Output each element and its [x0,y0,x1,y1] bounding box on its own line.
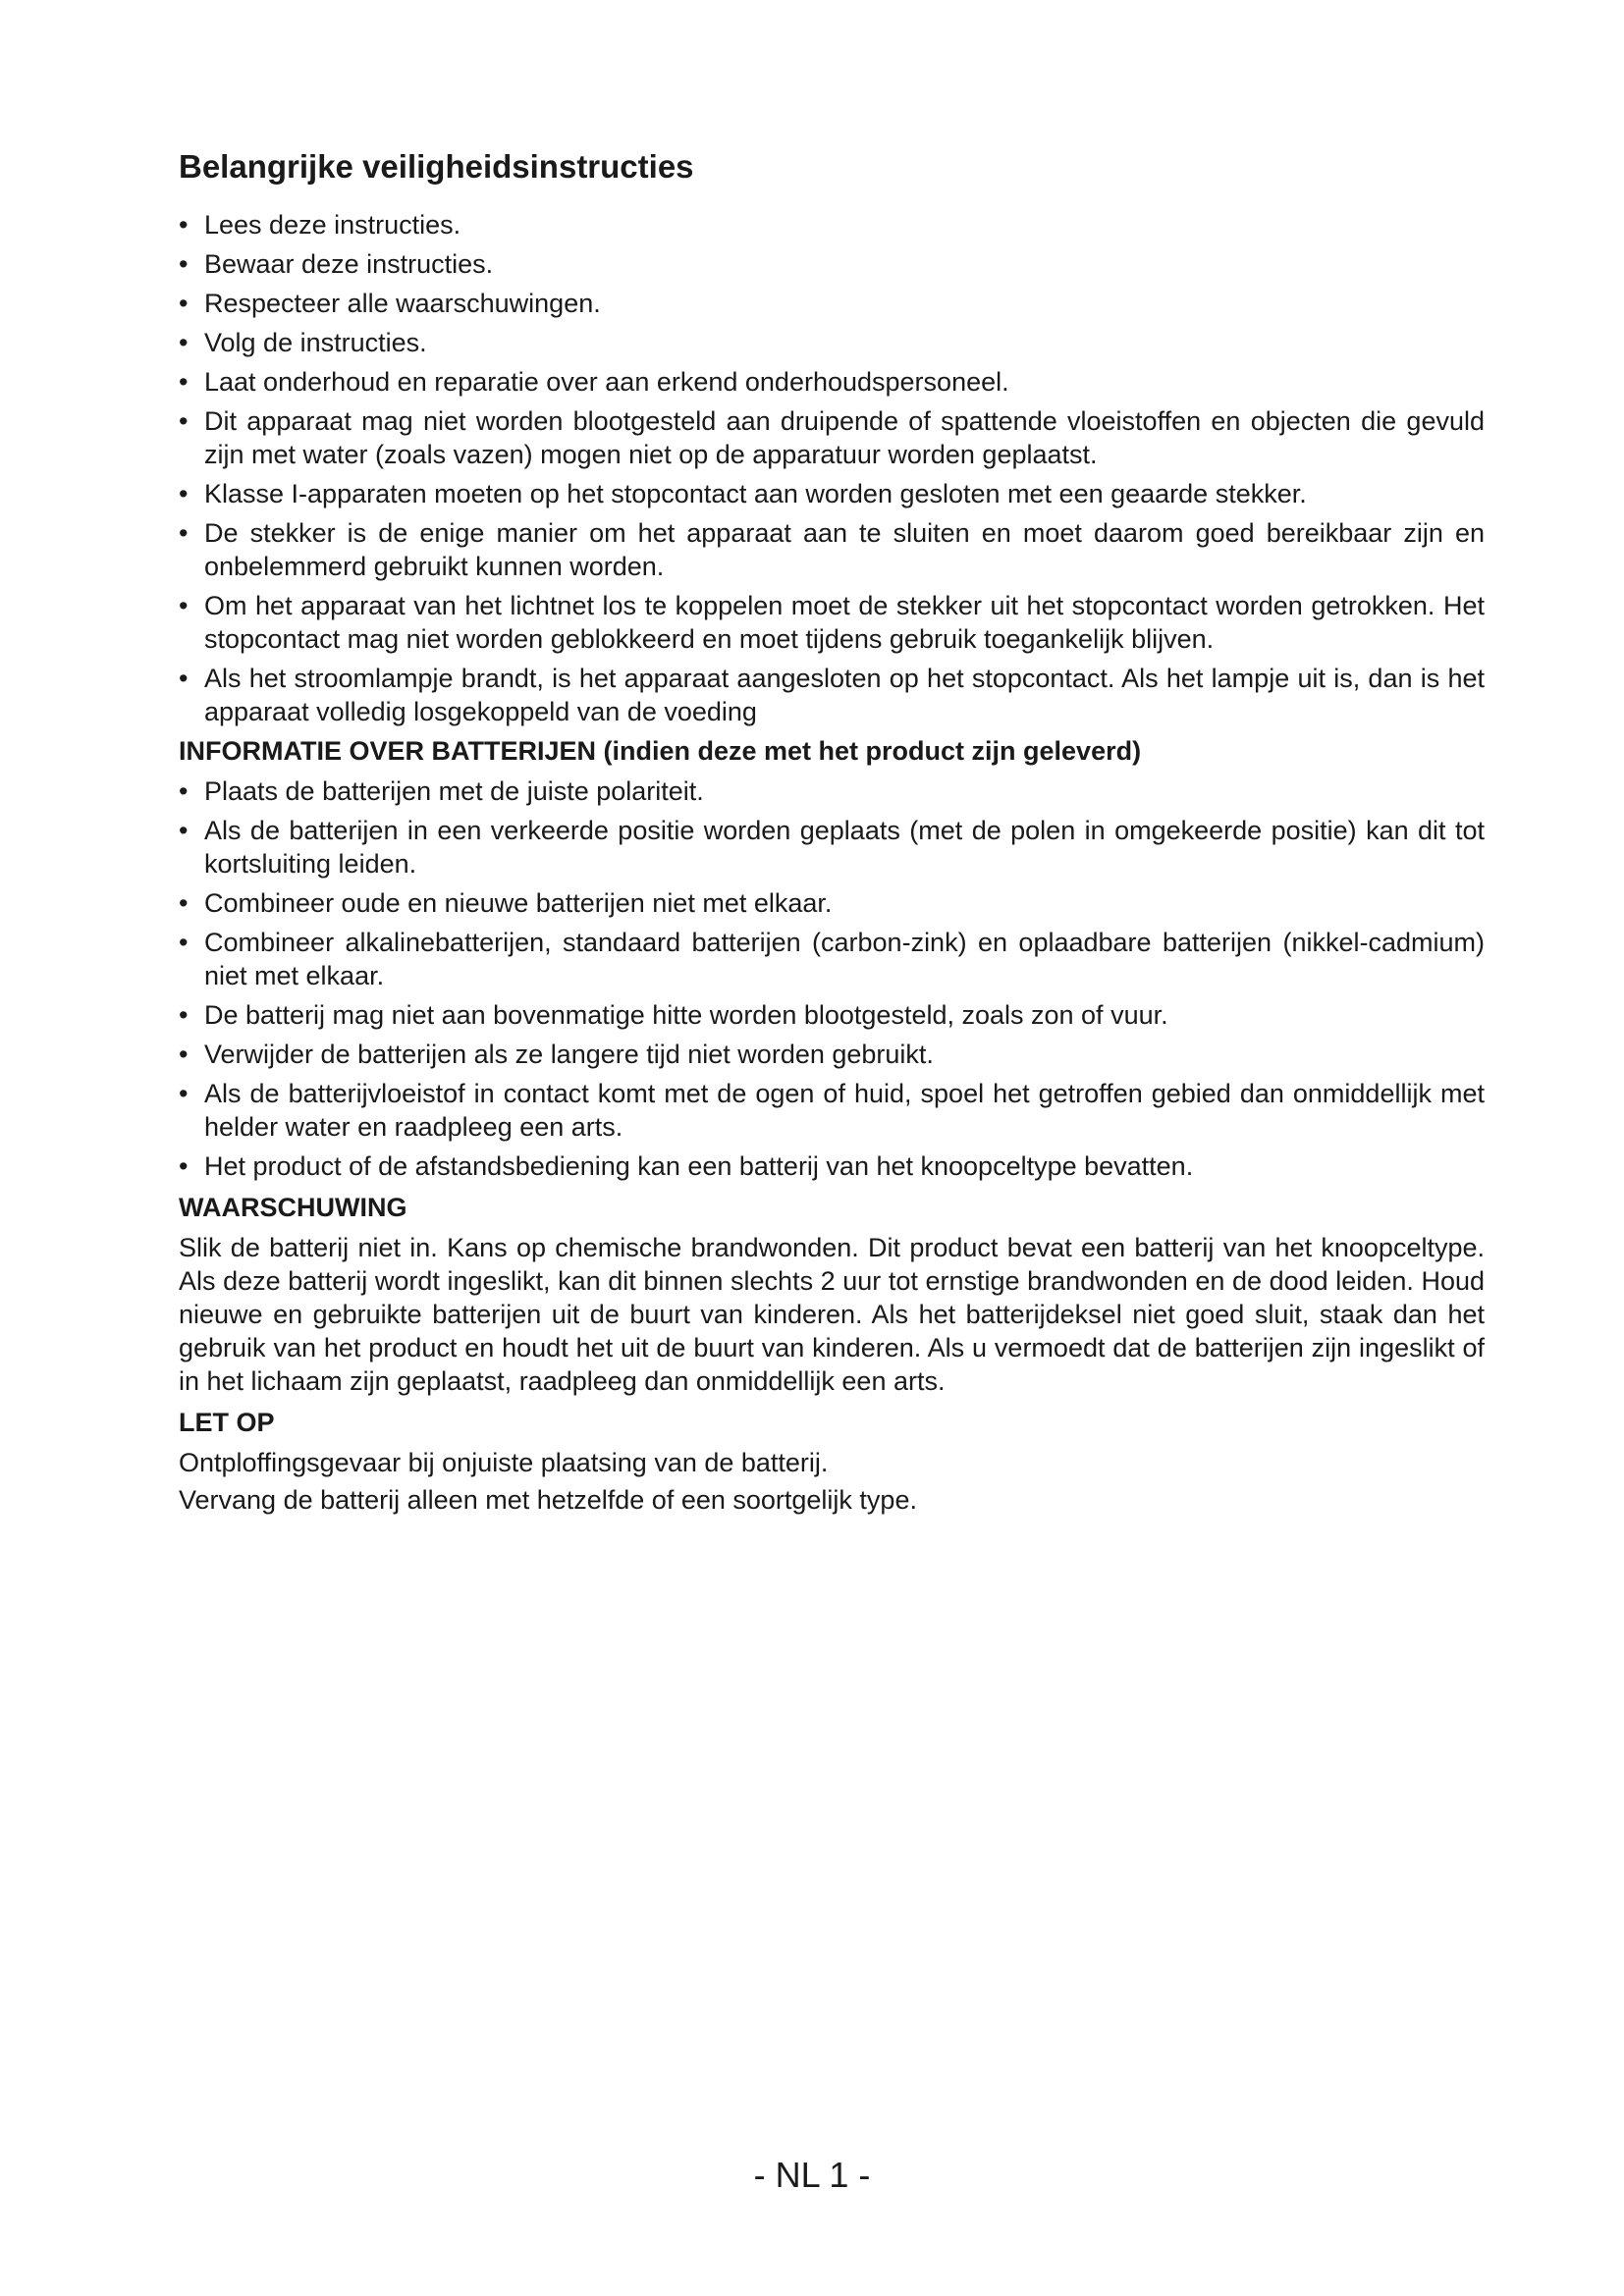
bullet: • [179,209,189,240]
list-item: • Verwijder de batterijen als ze langere tijd niet worden gebruikt. [179,1039,934,1069]
list-item: • De batterij mag niet aan bovenmatige hitte worden blootgesteld, zoals zon of vuur. [179,999,1168,1030]
bullet: • [179,815,189,845]
bullet: • [179,288,189,318]
battery-list [179,774,1485,1183]
bullet: • [179,663,189,693]
warning-text: Slik de batterij niet in. Kans op chemische brandwonden. Dit product bevat een batterij van het knoopceltype. Als deze batterij wordt ingeslikt, kan dit binnen slechts 2 uur tot ernstige brandwonden en de dood leiden. Houd nieuwe en gebruikte batterijen uit de buurt van kinderen. Als het batterijdeksel niet goed sluit, staak dan het gebruik van het product en houdt het uit de buurt van kinderen. Als u vermoedt dat de batterijen zijn ingeslikt of in het lichaam zijn geplaatst, raadpleeg dan onmiddellijk een arts. [179,1232,1485,1396]
warning-heading: WAARSCHUWING [179,1192,407,1222]
bullet: • [179,887,189,918]
bullet: • [179,1039,189,1069]
bullet: • [179,327,189,357]
list-item: • Klasse I-apparaten moeten op het stopcontact aan worden gesloten met een geaarde stekker. [179,478,1307,508]
list-item: • Laat onderhoud en reparatie over aan erkend onderhoudspersoneel. [179,366,1009,397]
list-item: • Het product of de afstandsbediening kan een batterij van het knoopceltype bevatten. [179,1150,1194,1181]
list-item: • Als de batterijen in een verkeerde positie worden geplaats (met de polen in omgekeerde positie) kan dit tot kortsluiting leiden. [179,815,1485,879]
bullet: • [179,590,189,620]
bullet: • [179,999,189,1030]
page-number: - NL 1 - [753,2155,871,2195]
list-item: • Als de batterijvloeistof in contact komt met de ogen of huid, spoel het getroffen gebied dan onmiddellijk met helder water en raadpleeg een arts. [179,1078,1485,1142]
list-item: • Lees deze instructies. [179,209,461,240]
bullet: • [179,1078,189,1108]
safety-list [179,208,1485,728]
caution-heading: LET OP [179,1407,275,1437]
list-item: • Volg de instructies. [179,327,427,357]
bullet: • [179,927,189,957]
caution-line: Ontploffingsgevaar bij onjuiste plaatsing van de batterij. [179,1447,829,1477]
list-item: • Als het stroomlampje brandt, is het apparaat aangesloten op het stopcontact. Als het lampje uit is, dan is het apparaat volledig losgekoppeld van de voeding [179,663,1485,726]
list-item: • Dit apparaat mag niet worden blootgesteld aan druipende of spattende vloeistoffen en objecten die gevuld zijn met water (zoals vazen) mogen niet op de apparatuur worden geplaatst. [179,405,1485,469]
list-item: • Om het apparaat van het lichtnet los te koppelen moet de stekker uit het stopcontact worden getrokken. Het stopcontact mag niet worden geblokkeerd en moet tijdens gebruik toegankelijk blijven. [179,590,1485,654]
list-item: • Respecteer alle waarschuwingen. [179,288,601,318]
bullet: • [179,366,189,397]
list-item: • Combineer oude en nieuwe batterijen niet met elkaar. [179,887,833,918]
bullet: • [179,1150,189,1181]
bullet: • [179,517,189,548]
list-item: • Bewaar deze instructies. [179,248,494,279]
list-item: • Combineer alkalinebatterijen, standaard batterijen (carbon-zink) en oplaadbare batterijen (nikkel-cadmium) niet met elkaar. [179,927,1485,990]
battery-heading: INFORMATIE OVER BATTERIJEN (indien deze met het product zijn geleverd) [179,735,1142,766]
list-item: • Plaats de batterijen met de juiste polariteit. [179,775,704,806]
document-page [179,147,1485,1517]
bullet: • [179,478,189,508]
bullet: • [179,775,189,806]
warning-section [179,1191,1485,1398]
list-item: • De stekker is de enige manier om het apparaat aan te sluiten en moet daarom goed bereikbaar zijn en onbelemmerd gebruikt kunnen worden. [179,517,1485,581]
caution-line: Vervang de batterij alleen met hetzelfde of een soortgelijk type. [179,1484,917,1515]
page-title: Belangrijke veiligheidsinstructies [179,148,694,185]
caution-section [179,1406,1485,1517]
bullet: • [179,405,189,436]
bullet: • [179,248,189,279]
